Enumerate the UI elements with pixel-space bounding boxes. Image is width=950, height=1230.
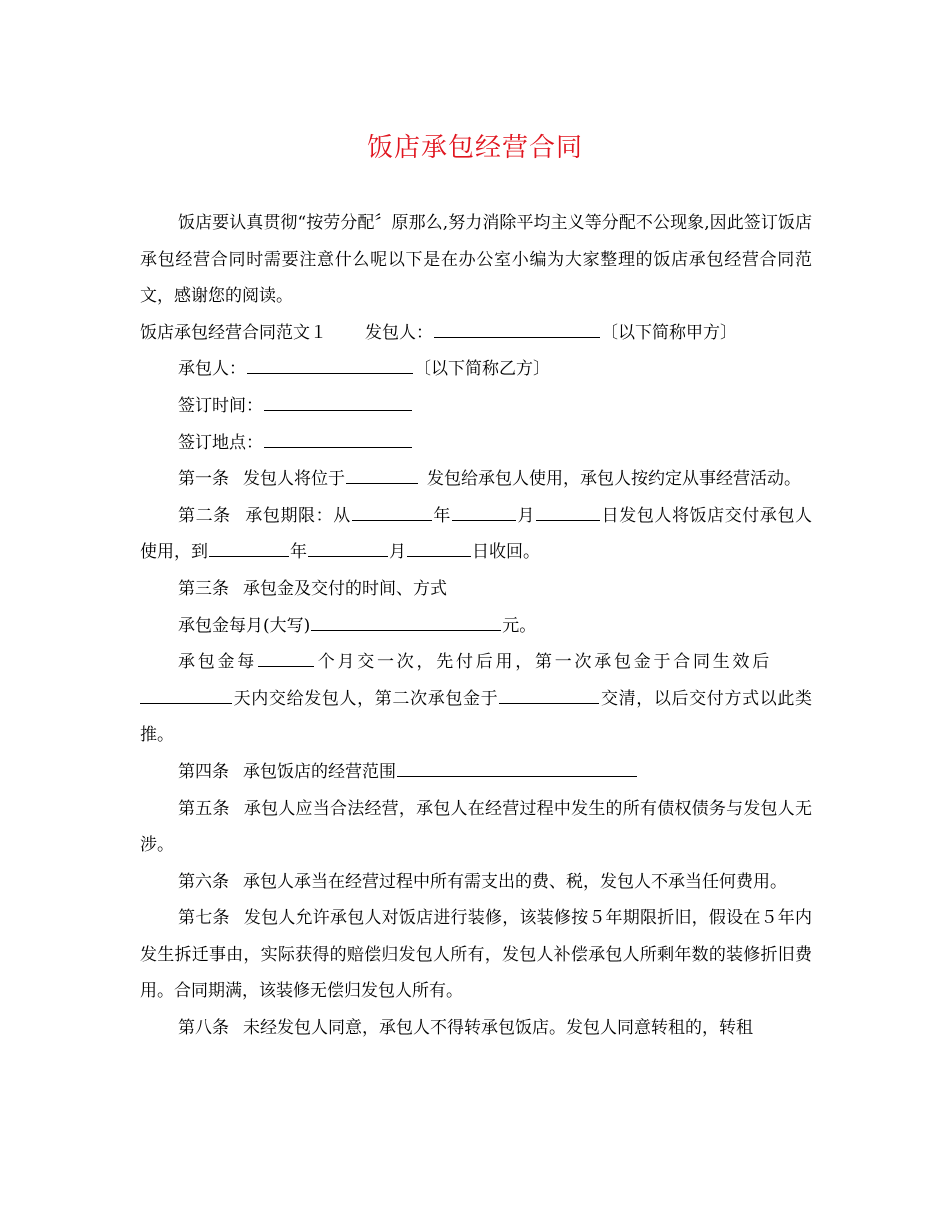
party-b-line — [140, 351, 812, 388]
article-4-label: 第四条 — [178, 761, 229, 782]
party-a-blank[interactable] — [434, 319, 600, 338]
article-5-text: 承包人应当合法经营，承包人在经营过程中发生的所有债权债务与发包人无涉。 — [140, 798, 813, 856]
article-2-label: 第二条 — [178, 505, 231, 526]
article-2 — [140, 498, 812, 571]
party-b-suffix: 〔以下简称乙方〕 — [414, 359, 550, 380]
article-3-payment — [140, 644, 812, 754]
pay-mid2: 天内交给发包人，第二次承包金于 — [233, 688, 499, 709]
article-1-location-blank[interactable] — [346, 465, 418, 484]
article-3-label: 第三条 — [178, 578, 229, 599]
article-2-month: 月 — [516, 505, 536, 526]
monthly-post: 元。 — [502, 615, 537, 636]
party-b-blank[interactable] — [247, 355, 413, 374]
sign-time-label: 签订时间： — [178, 395, 263, 416]
start-month-blank[interactable] — [452, 502, 516, 521]
sign-place-label: 签订地点： — [178, 432, 263, 453]
article-2-pre: 承包期限：从 — [244, 505, 351, 526]
first-payment-days-blank[interactable] — [140, 685, 232, 704]
monthly-pre: 承包金每月(大写) — [178, 615, 311, 636]
start-year-blank[interactable] — [352, 502, 432, 521]
article-7 — [140, 900, 812, 1010]
article-4 — [140, 754, 812, 791]
article-5-label: 第五条 — [178, 798, 230, 819]
sign-place-line — [140, 425, 812, 462]
article-7-label: 第七条 — [178, 908, 230, 929]
document-title: 饭店承包经营合同 — [366, 133, 583, 163]
article-8-label: 第八条 — [178, 1018, 229, 1039]
sign-place-blank[interactable] — [264, 429, 412, 448]
party-b-label: 承包人： — [178, 359, 246, 380]
article-6-label: 第六条 — [178, 871, 229, 892]
article-6-text: 承包人承当在经营过程中所有需支出的费、税，发包人不承当任何费用。 — [243, 871, 787, 892]
party-a-label: 发包人： — [365, 322, 433, 343]
sample-heading: 饭店承包经营合同范文１ — [140, 322, 327, 343]
party-a-line — [140, 315, 812, 352]
end-year-blank[interactable] — [209, 538, 289, 557]
article-8 — [140, 1010, 812, 1047]
article-3-monthly — [140, 608, 812, 645]
pay-interval-blank[interactable] — [258, 648, 314, 667]
article-2-year-2: 年 — [290, 542, 307, 563]
article-1-post: 发包给承包人使用，承包人按约定从事经营活动。 — [427, 469, 801, 490]
article-2-day-end: 日收回。 — [472, 542, 540, 563]
end-month-blank[interactable] — [308, 538, 388, 557]
sign-time-blank[interactable] — [264, 392, 412, 411]
article-6 — [140, 864, 812, 901]
pay-pre: 承包金每 — [178, 652, 257, 673]
article-2-year: 年 — [432, 505, 451, 526]
article-1-label: 第一条 — [178, 469, 229, 490]
business-scope-blank[interactable] — [397, 758, 637, 777]
second-payment-blank[interactable] — [499, 685, 599, 704]
end-day-blank[interactable] — [407, 538, 471, 557]
article-3-text: 承包金及交付的时间、方式 — [243, 578, 447, 599]
article-5 — [140, 791, 812, 864]
article-3 — [140, 571, 812, 608]
monthly-amount-blank[interactable] — [311, 612, 501, 631]
start-day-blank[interactable] — [536, 502, 600, 521]
article-2-day-mid: 日发包人将饭店交付承包人使用，到 — [140, 505, 813, 563]
article-8-text: 未经发包人同意，承包人不得转承包饭店。发包人同意转租的，转租 — [243, 1018, 753, 1039]
pay-mid1: 个月交一次，先付后用，第一次承包金于合同生效后 — [315, 652, 772, 673]
article-7-text: 发包人允许承包人对饭店进行装修，该装修按５年期限折旧，假设在５年内发生拆迁事由，实际获得的赔偿归发包人所有，发包人补偿承包人所剩年数的装修折旧费用。合同期满，该装修无偿归发包人所有。 — [140, 908, 813, 1002]
article-1 — [140, 461, 812, 498]
article-4-text: 承包饭店的经营范围 — [243, 761, 396, 782]
article-1-pre: 发包人将位于 — [243, 469, 345, 490]
document-body — [140, 205, 812, 1047]
sign-time-line — [140, 388, 812, 425]
pay-post: 交清，以后交付方式以此类推。 — [140, 688, 813, 746]
party-a-suffix: 〔以下简称甲方〕 — [601, 322, 737, 343]
article-2-month-2: 月 — [389, 542, 406, 563]
intro-paragraph: 饭店要认真贯彻“按劳分配〞原那么,努力消除平均主义等分配不公现象,因此签订饭店承包经营合同时需要注意什么呢以下是在办公室小编为大家整理的饭店承包经营合同范文，感谢您的阅读。 — [140, 213, 812, 307]
